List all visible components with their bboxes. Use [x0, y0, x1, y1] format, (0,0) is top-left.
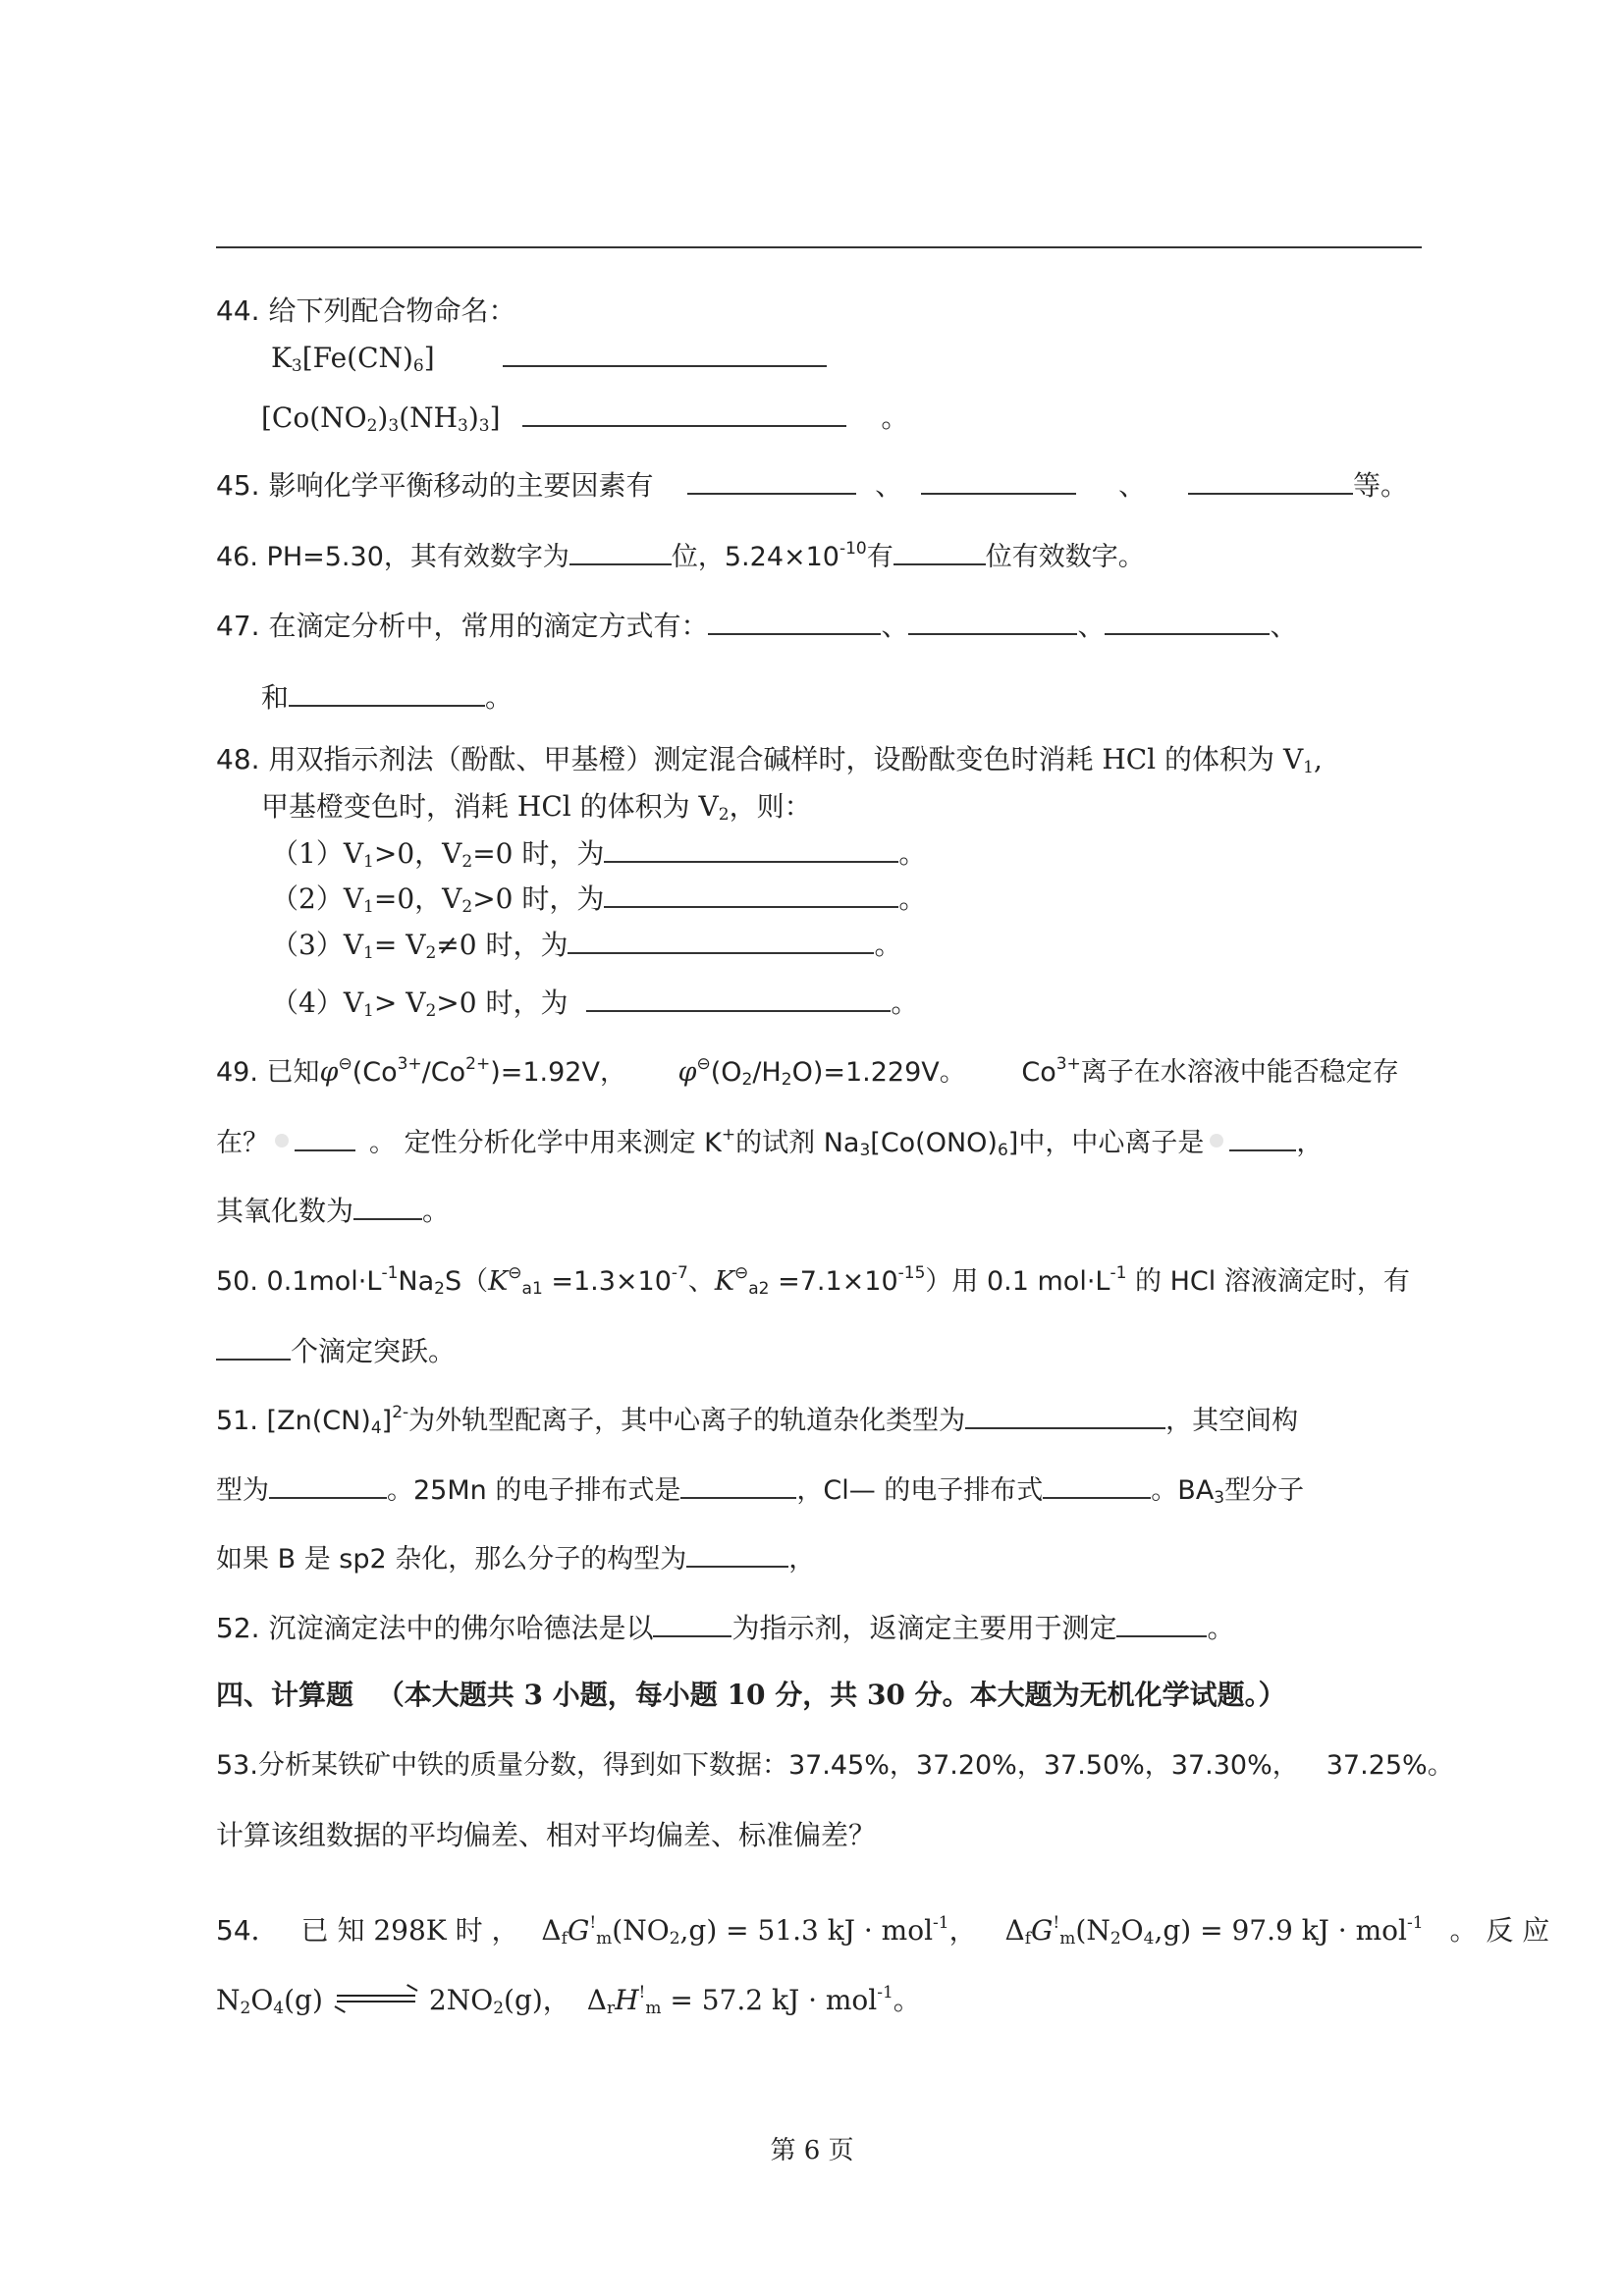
- q44-blank-2[interactable]: [522, 400, 846, 427]
- q51-line1: 51. $[Zn(CN)_4]^{2-}$为外轨型配离子，其中心离子的轨道杂化类型为 ，其空间构: [216, 1403, 1299, 1438]
- equilibrium-arrow-icon: [337, 1992, 415, 2005]
- q53-line1: 53.分析某铁矿中铁的质量分数，得到如下数据：37.45%，37.20%，37.50%，37.30%， 37.25%。: [216, 1750, 1454, 1781]
- q44-compound-2: $[Co(NO_2)_3(NH_3)_3]$ 。: [261, 401, 909, 436]
- q48-blank-1[interactable]: [604, 835, 898, 863]
- q44-compound-1: $K_3[Fe(CN)_6]$: [271, 340, 827, 377]
- q54-line1: 54． 已 知 298K 时 ， $\Delta_fG^!_m(NO_2,g) = 51.3$ kJ · mol$^{-1}$， $\Delta_fG^!_m(N_2O_4,g) = 97.9$ kJ · mol$^{-1}$ 。 反 应: [216, 1913, 1550, 1949]
- smudge-mark-2: [1210, 1134, 1223, 1148]
- q45-blank-1[interactable]: [687, 467, 856, 495]
- q49-line2: 在？ 。 定性分析化学中用来测定 K+的试剂 $Na_3[Co(ONO)_6]$中，中心离子是 ，: [216, 1125, 1324, 1160]
- q49-line3: 其氧化数为 。: [216, 1195, 451, 1227]
- q46-blank-1[interactable]: [569, 538, 672, 565]
- header-rule: [216, 246, 1422, 248]
- q49-blank-2[interactable]: [1229, 1124, 1296, 1151]
- q48-blank-4[interactable]: [586, 985, 891, 1012]
- q48-case-3: $(3)V_1= V_2\ne 0$ 时，为 。: [271, 929, 902, 963]
- q51-blank-4[interactable]: [1043, 1471, 1151, 1499]
- q47-line2: 和 。: [261, 681, 514, 714]
- q51-blank-3[interactable]: [680, 1471, 796, 1499]
- q47: 47. 在滴定分析中，常用的滴定方式有： 、 、 、: [216, 610, 1298, 642]
- q48-case-1: $(1)V_1>0$，$V_2=0$ 时，为 。: [271, 837, 927, 872]
- q47-blank-3[interactable]: [1105, 608, 1270, 635]
- q48-line1: 48. 用双指示剂法（酚酞、甲基橙）测定混合碱样时，设酚酞变色时消耗 HCl 的体积为 $V_1$,: [216, 743, 1323, 777]
- q47-blank-1[interactable]: [708, 608, 881, 635]
- section-4-heading: 四、计算题 （本大题共 3 小题，每小题 10 分，共 30 分。本大题为无机化学试题。）: [216, 1679, 1286, 1711]
- q45: 45. 影响化学平衡移动的主要因素有 、 、 等。: [216, 469, 1409, 502]
- q48-blank-3[interactable]: [568, 927, 874, 954]
- q52-blank-2[interactable]: [1116, 1610, 1207, 1637]
- q44-blank-1[interactable]: [503, 340, 827, 367]
- q47-blank-4[interactable]: [289, 679, 485, 707]
- q48-line2: 甲基橙变色时，消耗 HCl 的体积为 $V_2$，则：: [261, 790, 812, 825]
- smudge-mark-1: [275, 1134, 289, 1148]
- q54-line2: $N_2O_4(g)$ $2NO_2(g)$， $\Delta_rH^!_m = 57.2$ kJ · mol$^{-1}$。: [216, 1983, 921, 2018]
- q48-case-2: $(2)V_1=0$，$V_2>0$ 时，为 。: [271, 882, 927, 917]
- q50-line1: 50. $0.1mol\cdot L^{-1}Na_2S(K^⊖_{a1} =1.3\times 10^{-7}$、$K^⊖_{a2} =7.1\times 10^{-15}$）用 0.1 $mol\cdot L^{-1}$ 的 HCl 溶液滴定时，有: [216, 1263, 1410, 1299]
- q49-blank-1[interactable]: [295, 1124, 355, 1151]
- q50-blank-1[interactable]: [216, 1333, 291, 1361]
- q46: 46. PH=5.30，其有效数字为 位，$5.24\times 10^{-10}$有 位有效数字。: [216, 539, 1145, 572]
- q48-case-4: $(4)V_1> V_2>0$ 时，为 。: [271, 987, 919, 1021]
- q51-line3: 如果 B 是 sp2 杂化，那么分子的构型为 ，: [216, 1540, 815, 1578]
- q45-blank-3[interactable]: [1188, 467, 1353, 495]
- q52: 52. 沉淀滴定法中的佛尔哈德法是以 为指示剂，返滴定主要用于测定 。: [216, 1612, 1235, 1644]
- q51-blank-2[interactable]: [269, 1471, 387, 1499]
- q47-blank-2[interactable]: [908, 608, 1077, 635]
- q45-blank-2[interactable]: [921, 467, 1076, 495]
- q44-stem: 44. 给下列配合物命名：: [216, 294, 516, 327]
- q49-line1: 49. 已知$\varphi^⊖(Co^{3+}/Co^{2+})=1.92V$， $\varphi^⊖(O_2/H_2O)=1.229V$。 $Co^{3+}$离子在水溶液中能否稳定存: [216, 1054, 1399, 1090]
- q49-blank-3[interactable]: [353, 1193, 422, 1220]
- q53-line2: 计算该组数据的平均偏差、相对平均偏差、标准偏差？: [216, 1819, 877, 1851]
- q46-blank-2[interactable]: [893, 538, 986, 565]
- q51-line2: 型为 。25Mn 的电子排布式是 ，Cl— 的电子排布式 。$BA_3$型分子: [216, 1471, 1304, 1510]
- q51-blank-1[interactable]: [965, 1402, 1165, 1429]
- q51-blank-5[interactable]: [686, 1540, 788, 1568]
- q48-blank-2[interactable]: [604, 881, 898, 908]
- page-number: 第 6 页: [770, 2136, 854, 2165]
- q52-blank-1[interactable]: [653, 1610, 731, 1637]
- q50-line2: 个滴定突跃。: [216, 1333, 456, 1370]
